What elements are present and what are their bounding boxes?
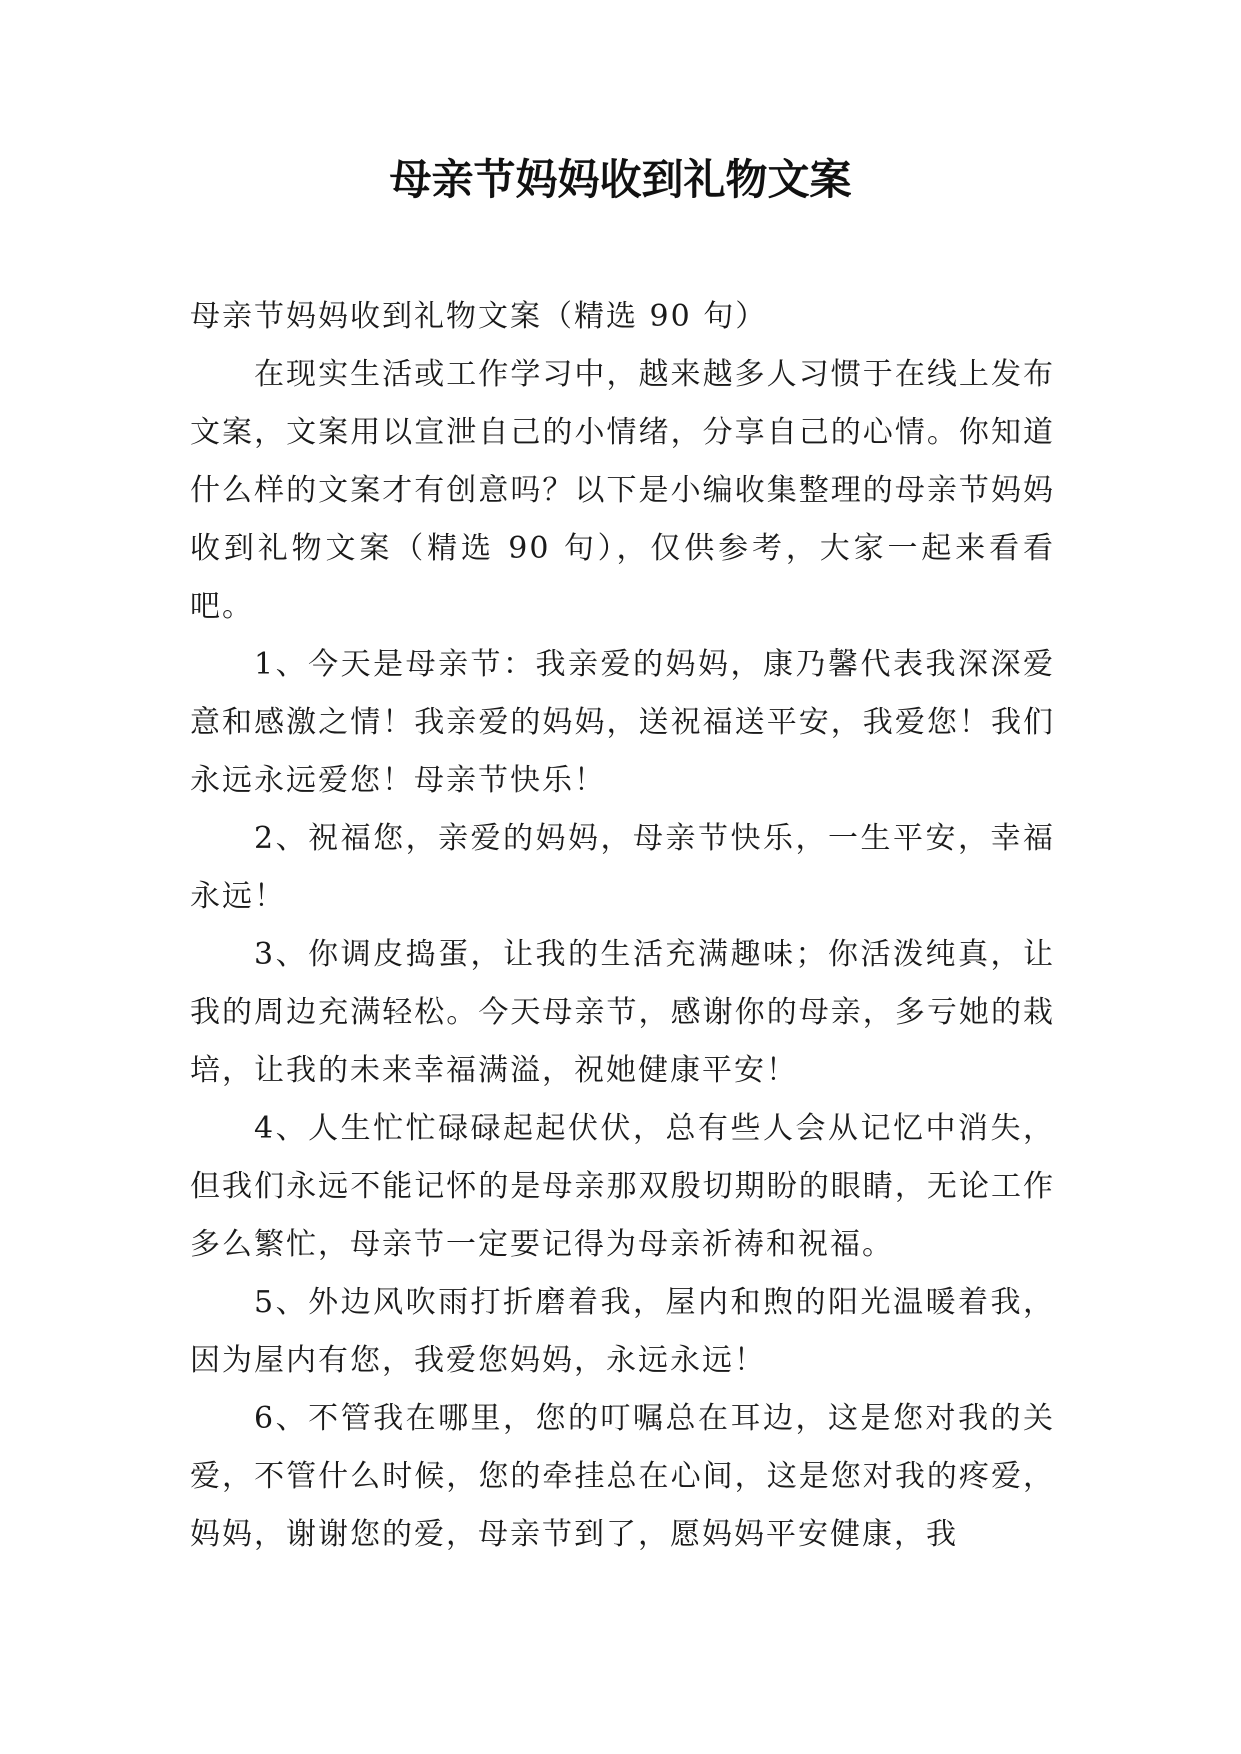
list-item: 4、人生忙忙碌碌起起伏伏，总有些人会从记忆中消失，但我们永远不能记怀的是母亲那双殷切期盼的眼睛，无论工作多么繁忙，母亲节一定要记得为母亲祈祷和祝福。: [190, 1111, 1055, 1262]
document-body: [190, 288, 1055, 1564]
list-item: 5、外边风吹雨打折磨着我，屋内和煦的阳光温暖着我，因为屋内有您，我爱您妈妈，永远永远！: [190, 1285, 1055, 1378]
list-item: 3、你调皮捣蛋，让我的生活充满趣味；你活泼纯真，让我的周边充满轻松。今天母亲节，感谢你的母亲，多亏她的栽培，让我的未来幸福满溢，祝她健康平安！: [190, 937, 1055, 1088]
list-item: 1、今天是母亲节：我亲爱的妈妈，康乃馨代表我深深爱意和感激之情！我亲爱的妈妈，送祝福送平安，我爱您！我们永远永远爱您！母亲节快乐！: [190, 647, 1055, 798]
document-title: 母亲节妈妈收到礼物文案: [389, 155, 852, 204]
list-item: 2、祝福您，亲爱的妈妈，母亲节快乐，一生平安，幸福永远！: [190, 821, 1055, 914]
document-subtitle: 母亲节妈妈收到礼物文案（精选 90 句）: [190, 299, 768, 334]
intro-paragraph: 在现实生活或工作学习中，越来越多人习惯于在线上发布文案，文案用以宣泄自己的小情绪，分享自己的心情。你知道什么样的文案才有创意吗？以下是小编收集整理的母亲节妈妈收到礼物文案（精选 90 句），仅供参考，大家一起来看看吧。: [190, 357, 1055, 624]
list-item: 6、不管我在哪里，您的叮嘱总在耳边，这是您对我的关爱，不管什么时候，您的牵挂总在心间，这是您对我的疼爱，妈妈，谢谢您的爱，母亲节到了，愿妈妈平安健康，我: [190, 1401, 1055, 1552]
